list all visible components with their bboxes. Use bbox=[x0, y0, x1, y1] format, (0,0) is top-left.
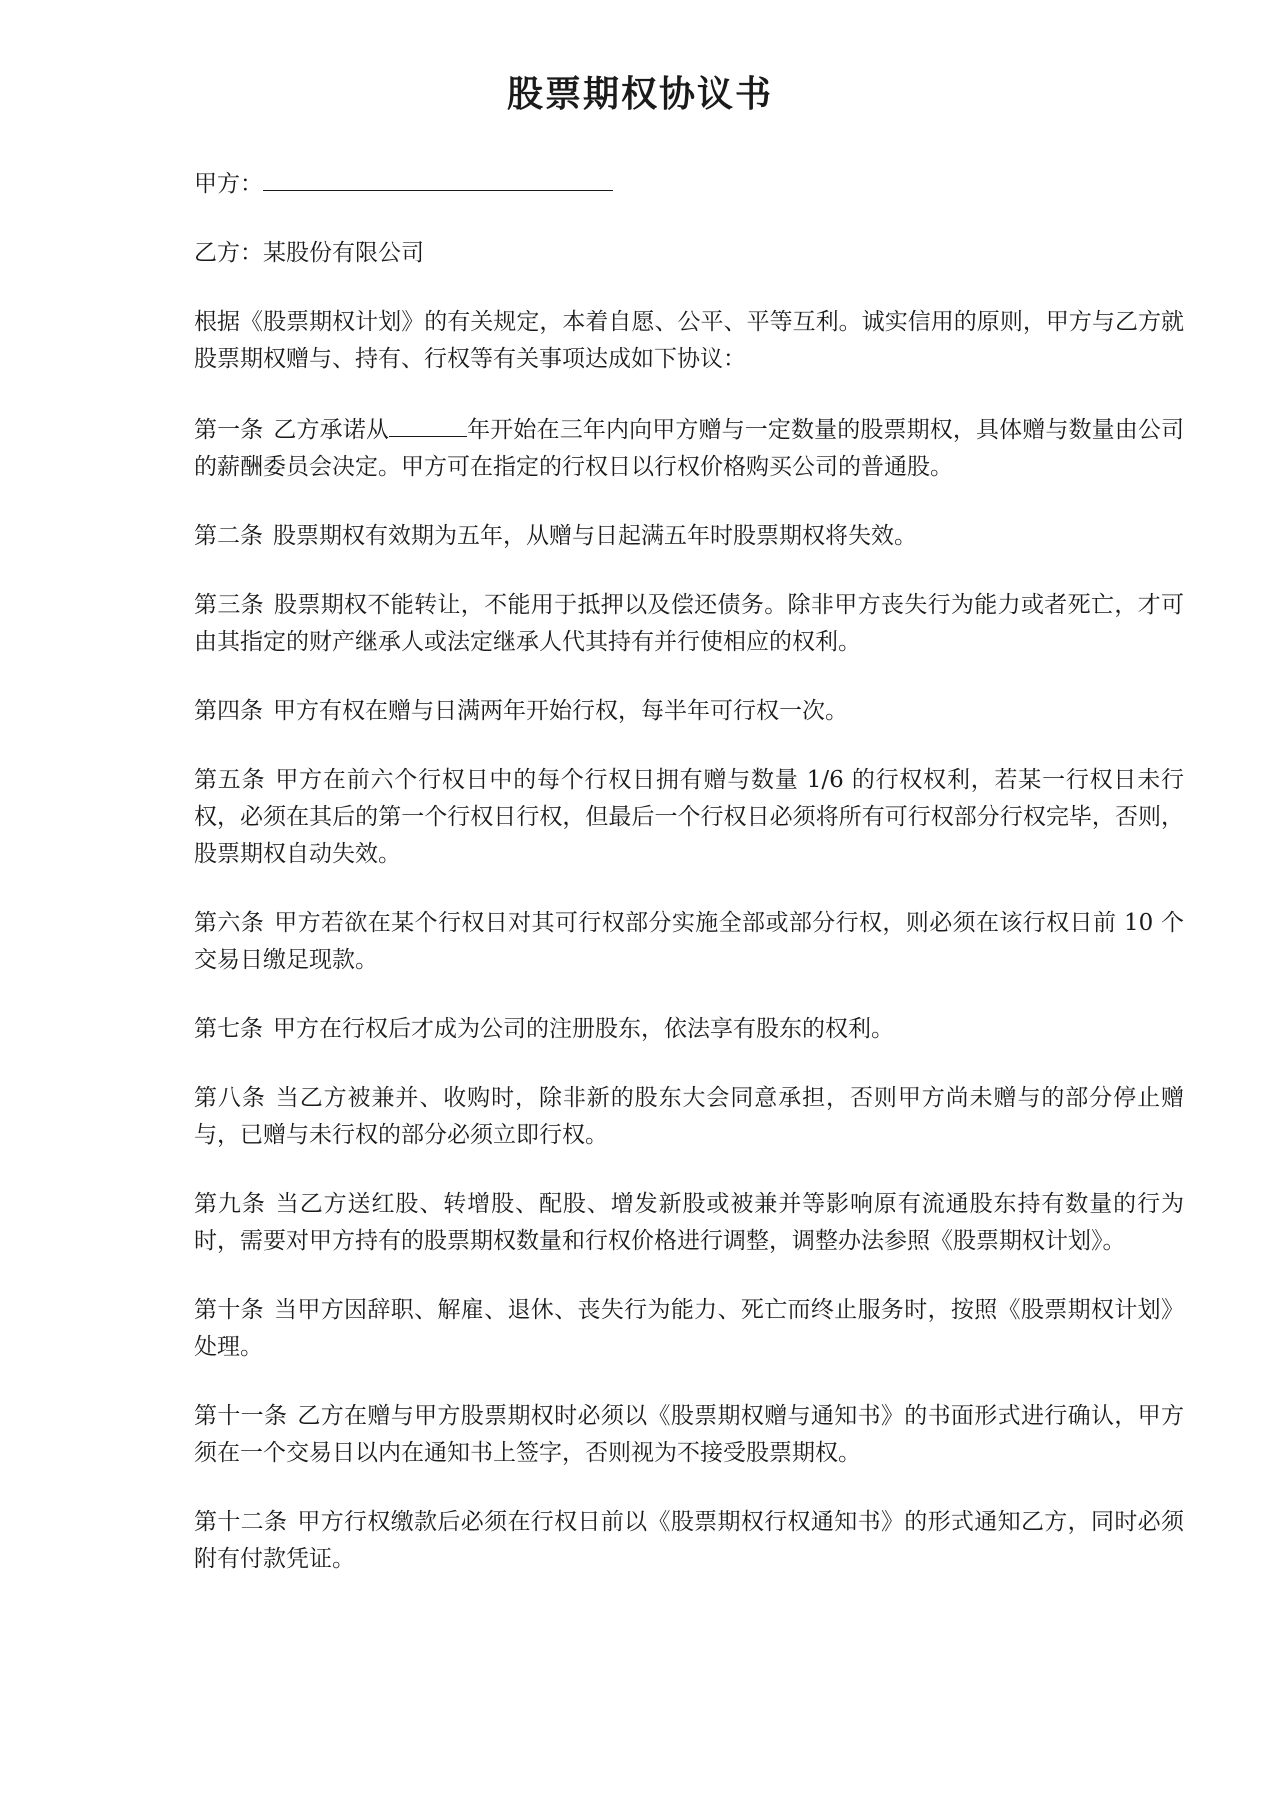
article-1 bbox=[194, 410, 1184, 486]
article-number: 第五条 bbox=[194, 767, 266, 793]
article-number: 第四条 bbox=[194, 698, 263, 724]
article-text: 甲方在行权后才成为公司的注册股东，依法享有股东的权利。 bbox=[273, 1016, 894, 1042]
article-5 bbox=[194, 762, 1184, 873]
article-number: 第十二条 bbox=[194, 1509, 288, 1535]
party-a-line bbox=[194, 164, 1184, 203]
article-9 bbox=[194, 1186, 1184, 1260]
party-b-value: 某股份有限公司 bbox=[263, 240, 424, 266]
article-number: 第十一条 bbox=[194, 1403, 288, 1429]
party-b-label: 乙方： bbox=[194, 240, 263, 266]
article-7 bbox=[194, 1011, 1184, 1048]
article-text: 甲方有权在赠与日满两年开始行权，每半年可行权一次。 bbox=[273, 698, 848, 724]
article-text: 股票期权有效期为五年，从赠与日起满五年时股票期权将失效。 bbox=[273, 523, 917, 549]
article-12 bbox=[194, 1504, 1184, 1578]
article-text: 当甲方因辞职、解雇、退休、丧失行为能力、死亡而终止服务时，按照《股票期权计划》处理。 bbox=[194, 1297, 1185, 1360]
article-number: 第七条 bbox=[194, 1016, 263, 1042]
document-title: 股票期权协议书 bbox=[506, 73, 773, 115]
article-text: 甲方行权缴款后必须在行权日前以《股票期权行权通知书》的形式通知乙方，同时必须附有付款凭证。 bbox=[194, 1509, 1185, 1572]
article-text: 股票期权不能转让，不能用于抵押以及偿还债务。除非甲方丧失行为能力或者死亡，才可由其指定的财产继承人或法定继承人代其持有并行使相应的权利。 bbox=[194, 592, 1185, 655]
article-number: 第二条 bbox=[194, 523, 263, 549]
article-1-text-after: 年开始在三年内向甲方赠与一定数量的股票期权，具体赠与数量由公司的薪酬委员会决定。甲方可在指定的行权日以行权价格购买公司的普通股。 bbox=[194, 417, 1185, 480]
article-number: 第八条 bbox=[194, 1085, 266, 1111]
party-b-line bbox=[194, 235, 1184, 272]
article-10 bbox=[194, 1292, 1184, 1366]
article-text: 甲方若欲在某个行权日对其可行权部分实施全部或部分行权，则必须在该行权日前 10 个交易日缴足现款。 bbox=[194, 910, 1185, 973]
article-number: 第六条 bbox=[194, 910, 265, 936]
year-blank bbox=[389, 410, 467, 437]
article-2 bbox=[194, 518, 1184, 555]
article-number: 第九条 bbox=[194, 1191, 266, 1217]
article-text: 乙方在赠与甲方股票期权时必须以《股票期权赠与通知书》的书面形式进行确认，甲方须在一个交易日以内在通知书上签字，否则视为不接受股票期权。 bbox=[194, 1403, 1185, 1466]
preamble: 根据《股票期权计划》的有关规定，本着自愿、公平、平等互利。诚实信用的原则，甲方与乙方就股票期权赠与、持有、行权等有关事项达成如下协议： bbox=[194, 309, 1184, 372]
article-text: 当乙方送红股、转增股、配股、增发新股或被兼并等影响原有流通股东持有数量的行为时，需要对甲方持有的股票期权数量和行权价格进行调整，调整办法参照《股票期权计划》。 bbox=[194, 1191, 1185, 1254]
article-text: 当乙方被兼并、收购时，除非新的股东大会同意承担，否则甲方尚未赠与的部分停止赠与，已赠与未行权的部分必须立即行权。 bbox=[194, 1085, 1185, 1148]
document-body bbox=[194, 164, 1184, 1610]
article-3 bbox=[194, 587, 1184, 661]
article-number: 第十条 bbox=[194, 1297, 265, 1323]
article-8 bbox=[194, 1080, 1184, 1154]
article-number: 第一条 bbox=[194, 417, 264, 443]
article-6 bbox=[194, 905, 1184, 979]
article-11 bbox=[194, 1398, 1184, 1472]
party-a-blank bbox=[263, 164, 613, 191]
article-text: 甲方在前六个行权日中的每个行权日拥有赠与数量 1/6 的行权权利，若某一行权日未行权，必须在其后的第一个行权日行权，但最后一个行权日必须将所有可行权部分行权完毕，否则，股票期权自动失效。 bbox=[194, 767, 1185, 867]
party-a-label: 甲方： bbox=[194, 171, 263, 197]
article-4 bbox=[194, 693, 1184, 730]
article-1-text-before: 乙方承诺从 bbox=[273, 417, 390, 443]
article-number: 第三条 bbox=[194, 592, 265, 618]
